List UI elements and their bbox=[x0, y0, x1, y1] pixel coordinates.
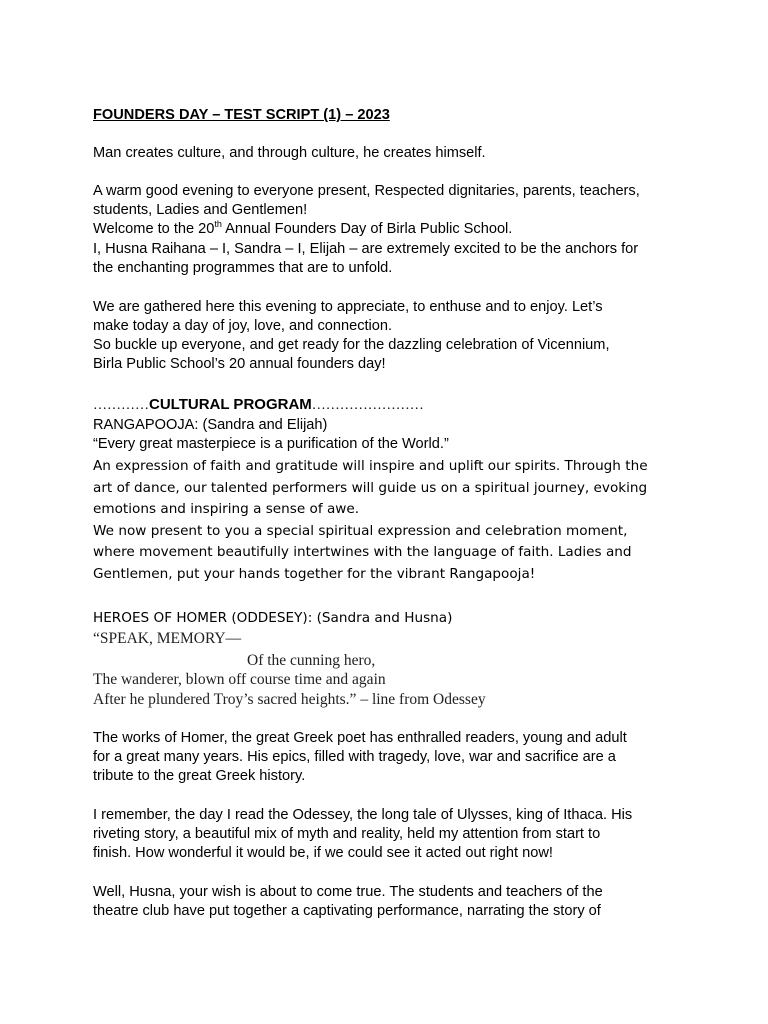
homer-paragraph-line: tribute to the great Greek history. bbox=[93, 768, 306, 784]
verse-line: Of the cunning hero, bbox=[247, 652, 376, 669]
rangapooja-line: An expression of faith and gratitude will inspire and uplift our spirits. Through the bbox=[93, 458, 648, 474]
welcome-line: I, Husna Raihana – I, Sandra – I, Elijah – are extremely excited to be the anchors for bbox=[93, 241, 639, 257]
homer-paragraph-line: I remember, the day I read the Odessey, the long tale of Ulysses, king of Ithaca. His bbox=[93, 807, 633, 823]
cultural-program-heading bbox=[93, 395, 424, 415]
gathered-line: Birla Public School’s 20 annual founders day! bbox=[93, 356, 386, 372]
gathered-line: We are gathered here this evening to appreciate, to enthuse and to enjoy. Let’s bbox=[93, 299, 603, 315]
rangapooja-line: We now present to you a special spiritual expression and celebration moment, bbox=[93, 523, 628, 539]
verse-line: After he plundered Troy’s sacred heights.” – line from Odessey bbox=[93, 691, 486, 708]
welcome-line: the enchanting programmes that are to unfold. bbox=[93, 260, 393, 276]
rangapooja-quote: “Every great masterpiece is a purification of the World.” bbox=[93, 436, 449, 452]
superscript: th bbox=[214, 219, 222, 230]
homer-heading: HEROES OF HOMER (ODDESEY): (Sandra and Husna) bbox=[93, 610, 453, 626]
homer-paragraph-line: finish. How wonderful it would be, if we could see it acted out right now! bbox=[93, 845, 553, 861]
opening-quote: Man creates culture, and through culture, he creates himself. bbox=[93, 145, 486, 161]
homer-paragraph-line: The works of Homer, the great Greek poet has enthralled readers, young and adult bbox=[93, 730, 627, 746]
rangapooja-line: where movement beautifully intertwines with the language of faith. Ladies and bbox=[93, 544, 632, 560]
welcome-line bbox=[93, 220, 512, 239]
verse-line: “SPEAK, MEMORY— bbox=[93, 630, 242, 647]
verse-line: The wanderer, blown off course time and again bbox=[93, 671, 386, 688]
welcome-line: A warm good evening to everyone present, Respected dignitaries, parents, teachers, bbox=[93, 183, 640, 199]
rangapooja-line: emotions and inspiring a sense of awe. bbox=[93, 501, 360, 517]
section-heading: CULTURAL PROGRAM bbox=[149, 396, 312, 413]
welcome-line: students, Ladies and Gentlemen! bbox=[93, 202, 308, 218]
rangapooja-heading: RANGAPOOJA: (Sandra and Elijah) bbox=[93, 417, 328, 433]
gathered-line: make today a day of joy, love, and connection. bbox=[93, 318, 393, 334]
homer-paragraph-line: riveting story, a beautiful mix of myth and reality, held my attention from start to bbox=[93, 826, 601, 842]
dots-right: …………………… bbox=[311, 398, 424, 413]
welcome-text: Annual Founders Day of Birla Public School. bbox=[221, 221, 513, 237]
welcome-text: Welcome to the 20 bbox=[93, 221, 215, 237]
gathered-line: So buckle up everyone, and get ready for the dazzling celebration of Vicennium, bbox=[93, 337, 610, 353]
rangapooja-line: Gentlemen, put your hands together for the vibrant Rangapooja! bbox=[93, 566, 536, 582]
document-title: FOUNDERS DAY – TEST SCRIPT (1) – 2023 bbox=[93, 107, 390, 123]
homer-paragraph-line: theatre club have put together a captivating performance, narrating the story of bbox=[93, 903, 601, 919]
homer-paragraph-line: for a great many years. His epics, filled with tragedy, love, war and sacrifice are a bbox=[93, 749, 616, 765]
homer-paragraph-line: Well, Husna, your wish is about to come true. The students and teachers of the bbox=[93, 884, 603, 900]
rangapooja-line: art of dance, our talented performers will guide us on a spiritual journey, evoking bbox=[93, 480, 648, 496]
dots-left: ………… bbox=[93, 398, 149, 413]
